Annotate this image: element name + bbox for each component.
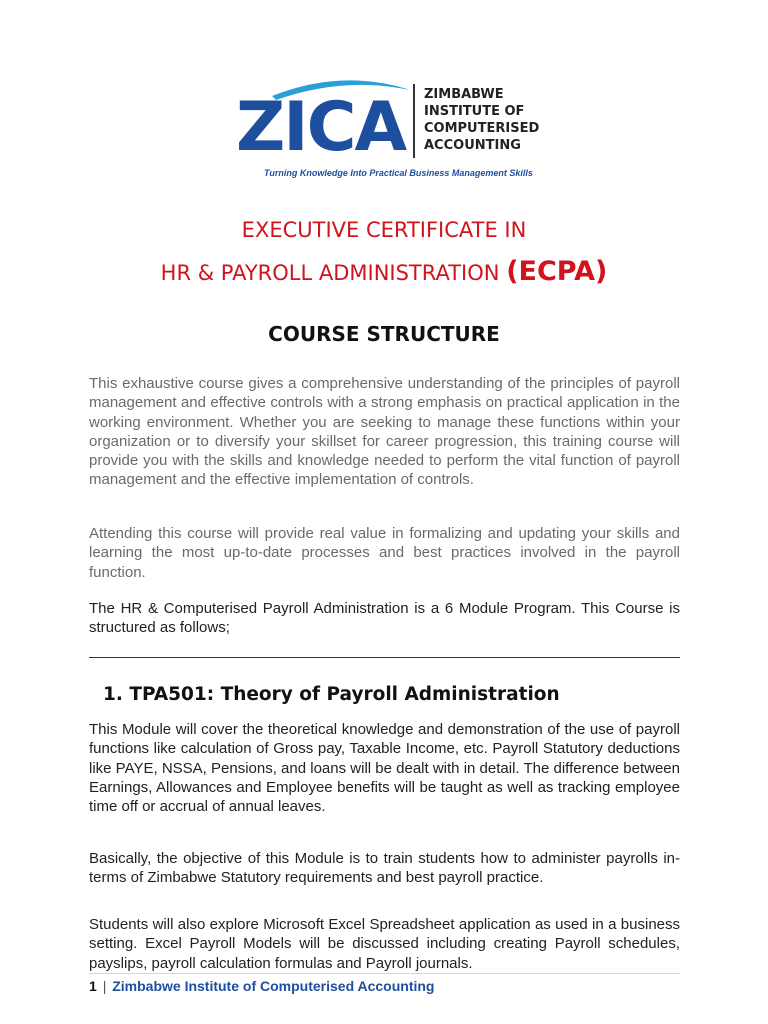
logo-name-line: ZIMBABWE (424, 87, 504, 102)
logo-tagline: Turning Knowledge Into Practical Business Management Skills (264, 168, 533, 178)
page-subtitle: COURSE STRUCTURE (268, 322, 500, 346)
module-1-heading: 1. TPA501: Theory of Payroll Administration (103, 684, 560, 705)
module-1-paragraph-3: Students will also explore Microsoft Excel Spreadsheet application as used in a business setting. Excel Payroll Models will be discussed including creating Payroll schedules, payslips, payroll calculation formulas and Payroll journals. (89, 916, 680, 972)
footer-institution: Zimbabwe Institute of Computerised Accounting (112, 978, 435, 994)
title-main: HR & PAYROLL ADMINISTRATION (160, 261, 500, 285)
logo-wordmark: ZICA (236, 88, 406, 167)
module-1-paragraph-1: This Module will cover the theoretical knowledge and demonstration of the use of payroll functions like calculation of Gross pay, Taxable Income, etc. Payroll Statutory deductions like PAYE, NSSA, Pensions, and loans will be dealt with in detail. The difference between Earnings, Allowances and Employee benefits will be taught as well as tracking employee time off or accrual of annual leaves. (89, 721, 680, 816)
logo-name-line: INSTITUTE OF (424, 104, 525, 119)
module-1-paragraph-2: Basically, the objective of this Module is to train students how to administer payrolls in-terms of Zimbabwe Statutory requirements and best payroll practice. (89, 850, 680, 887)
section-divider (89, 657, 680, 658)
logo-name-line: COMPUTERISED (424, 121, 540, 136)
title-line-2 (0, 256, 768, 287)
title-acronym: (ECPA) (506, 256, 608, 287)
intro-paragraph-1: This exhaustive course gives a comprehensive understanding of the principles of payroll management and effective controls with a strong emphasis on practical application in the working environment. Whether you are seeking to manage these functions within your organization or to diversify your skillset for career progression, this training course will provide you with the skills and knowledge needed to perform the vital function of payroll management and the effective implementation of controls. (89, 375, 680, 489)
logo-institute-name (424, 86, 539, 154)
logo-name-line: ACCOUNTING (424, 138, 521, 153)
intro-paragraph-3: The HR & Computerised Payroll Administration is a 6 Module Program. This Course is structured as follows; (89, 600, 680, 637)
intro-paragraph-2: Attending this course will provide real value in formalizing and updating your skills and learning the most up-to-date processes and best practices involved in the payroll function. (89, 525, 680, 581)
footer-divider (89, 973, 680, 974)
footer-separator: | (102, 978, 107, 994)
page-footer (89, 978, 435, 994)
page-number: 1 (89, 978, 97, 994)
zica-logo (232, 70, 538, 188)
title-line-1: EXECUTIVE CERTIFICATE IN (241, 218, 527, 242)
